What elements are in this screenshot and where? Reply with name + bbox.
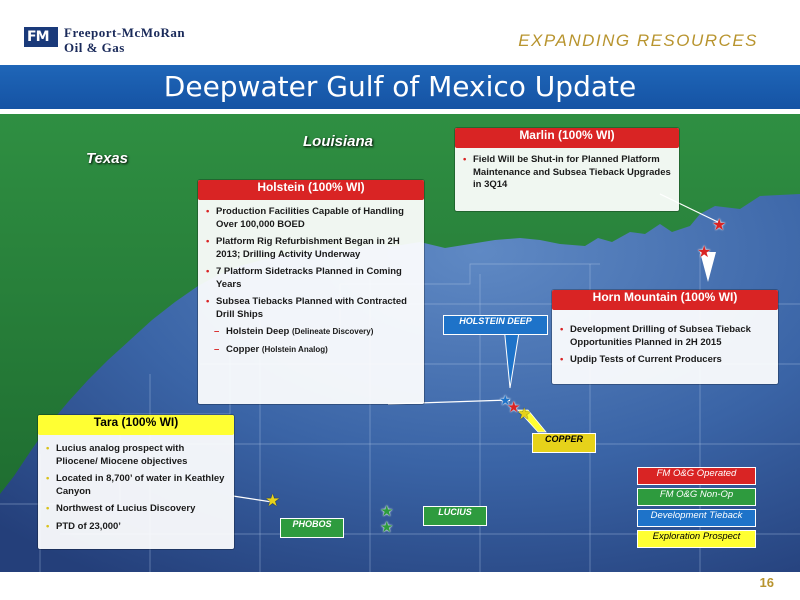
lucius-star-icon: ★ [380,503,394,520]
texas-label: Texas [86,150,128,167]
holstein-deep-tag: HOLSTEIN DEEP [443,315,548,335]
subitem-note: (Holstein Analog) [261,344,328,354]
horn-mountain-callout-item: • Updip Tests of Current Producers [560,354,772,367]
subitem-name: Copper [226,343,260,355]
copper-star-icon: ★ [517,406,532,423]
phobos-star-icon: ★ [380,519,394,536]
subitem-note: (Delineate Discovery) [292,327,374,336]
legend-non-op: FM O&G Non-Op [637,488,756,506]
tara-callout-item: • Northwest of Lucius Discovery [46,503,228,516]
logo-mark-text: FM [27,29,49,45]
louisiana-label: Louisiana [303,133,374,150]
holstein-callout-subitem [206,326,418,339]
horn-mountain-callout [552,290,778,384]
subitem-name: Holstein Deep [226,326,290,337]
marlin-star-icon: ★ [712,217,727,234]
marlin-callout-title: Marlin (100% WI) [455,128,679,148]
holstein-deep-pointer [504,326,520,388]
marlin-callout-item: • Field Will be Shut-in for Planned Platform Maintenance and Subsea Tieback Upgrades in 3Q14 [463,154,673,192]
holstein-callout-subitem [206,344,418,357]
tara-callout [38,415,234,549]
page-number: 16 [759,575,774,590]
horn-mountain-callout-list [552,310,778,374]
holstein-callout-item: • Subsea Tiebacks Planned with Contracted Drill Ships [206,296,418,321]
slide-title: Deepwater Gulf of Mexico Update [163,70,637,103]
holstein-callout-title: Holstein (100% WI) [198,180,424,200]
tara-callout-title: Tara (100% WI) [38,415,234,435]
tara-callout-list [38,435,234,540]
marlin-callout-list [455,148,679,199]
horn-mountain-callout-item: • Development Drilling of Subsea Tieback Opportunities Planned in 2H 2015 [560,324,772,349]
horn-mountain-star-icon: ★ [697,244,712,261]
holstein-callout-item: • Platform Rig Refurbishment Began in 2H 2013; Drilling Activity Underway [206,236,418,261]
holstein-callout [198,180,424,404]
tara-callout-item: • Lucius analog prospect with Pliocene/ Miocene objectives [46,443,228,468]
phobos-tag: PHOBOS [280,518,344,538]
logo-name-line1: Freeport-McMoRan [64,25,186,40]
tagline: EXPANDING RESOURCES [518,31,758,50]
footer-bar [0,572,800,600]
logo-name-line2: Oil & Gas [64,40,125,55]
legend-exploration: Exploration Prospect [637,530,756,548]
holstein-star-icon: ★ [507,399,521,416]
marlin-callout [455,128,679,211]
legend-operated: FM O&G Operated [637,467,756,485]
holstein-callout-item: • Production Facilities Capable of Handling Over 100,000 BOED [206,206,418,231]
holstein-deep-star-icon: ★ [499,392,512,408]
tara-callout-item: • Located in 8,700’ of water in Keathley Canyon [46,473,228,498]
horn-mountain-callout-title: Horn Mountain (100% WI) [552,290,778,310]
tara-callout-item: • PTD of 23,000’ [46,521,228,534]
holstein-callout-list [198,200,424,363]
legend-tieback: Development Tieback [637,509,756,527]
tara-star-icon: ★ [265,491,281,510]
logo-mark [24,27,58,47]
lucius-tag: LUCIUS [423,506,487,526]
copper-tag: COPPER [532,433,596,453]
holstein-callout-item: • 7 Platform Sidetracks Planned in Coming Years [206,266,418,291]
